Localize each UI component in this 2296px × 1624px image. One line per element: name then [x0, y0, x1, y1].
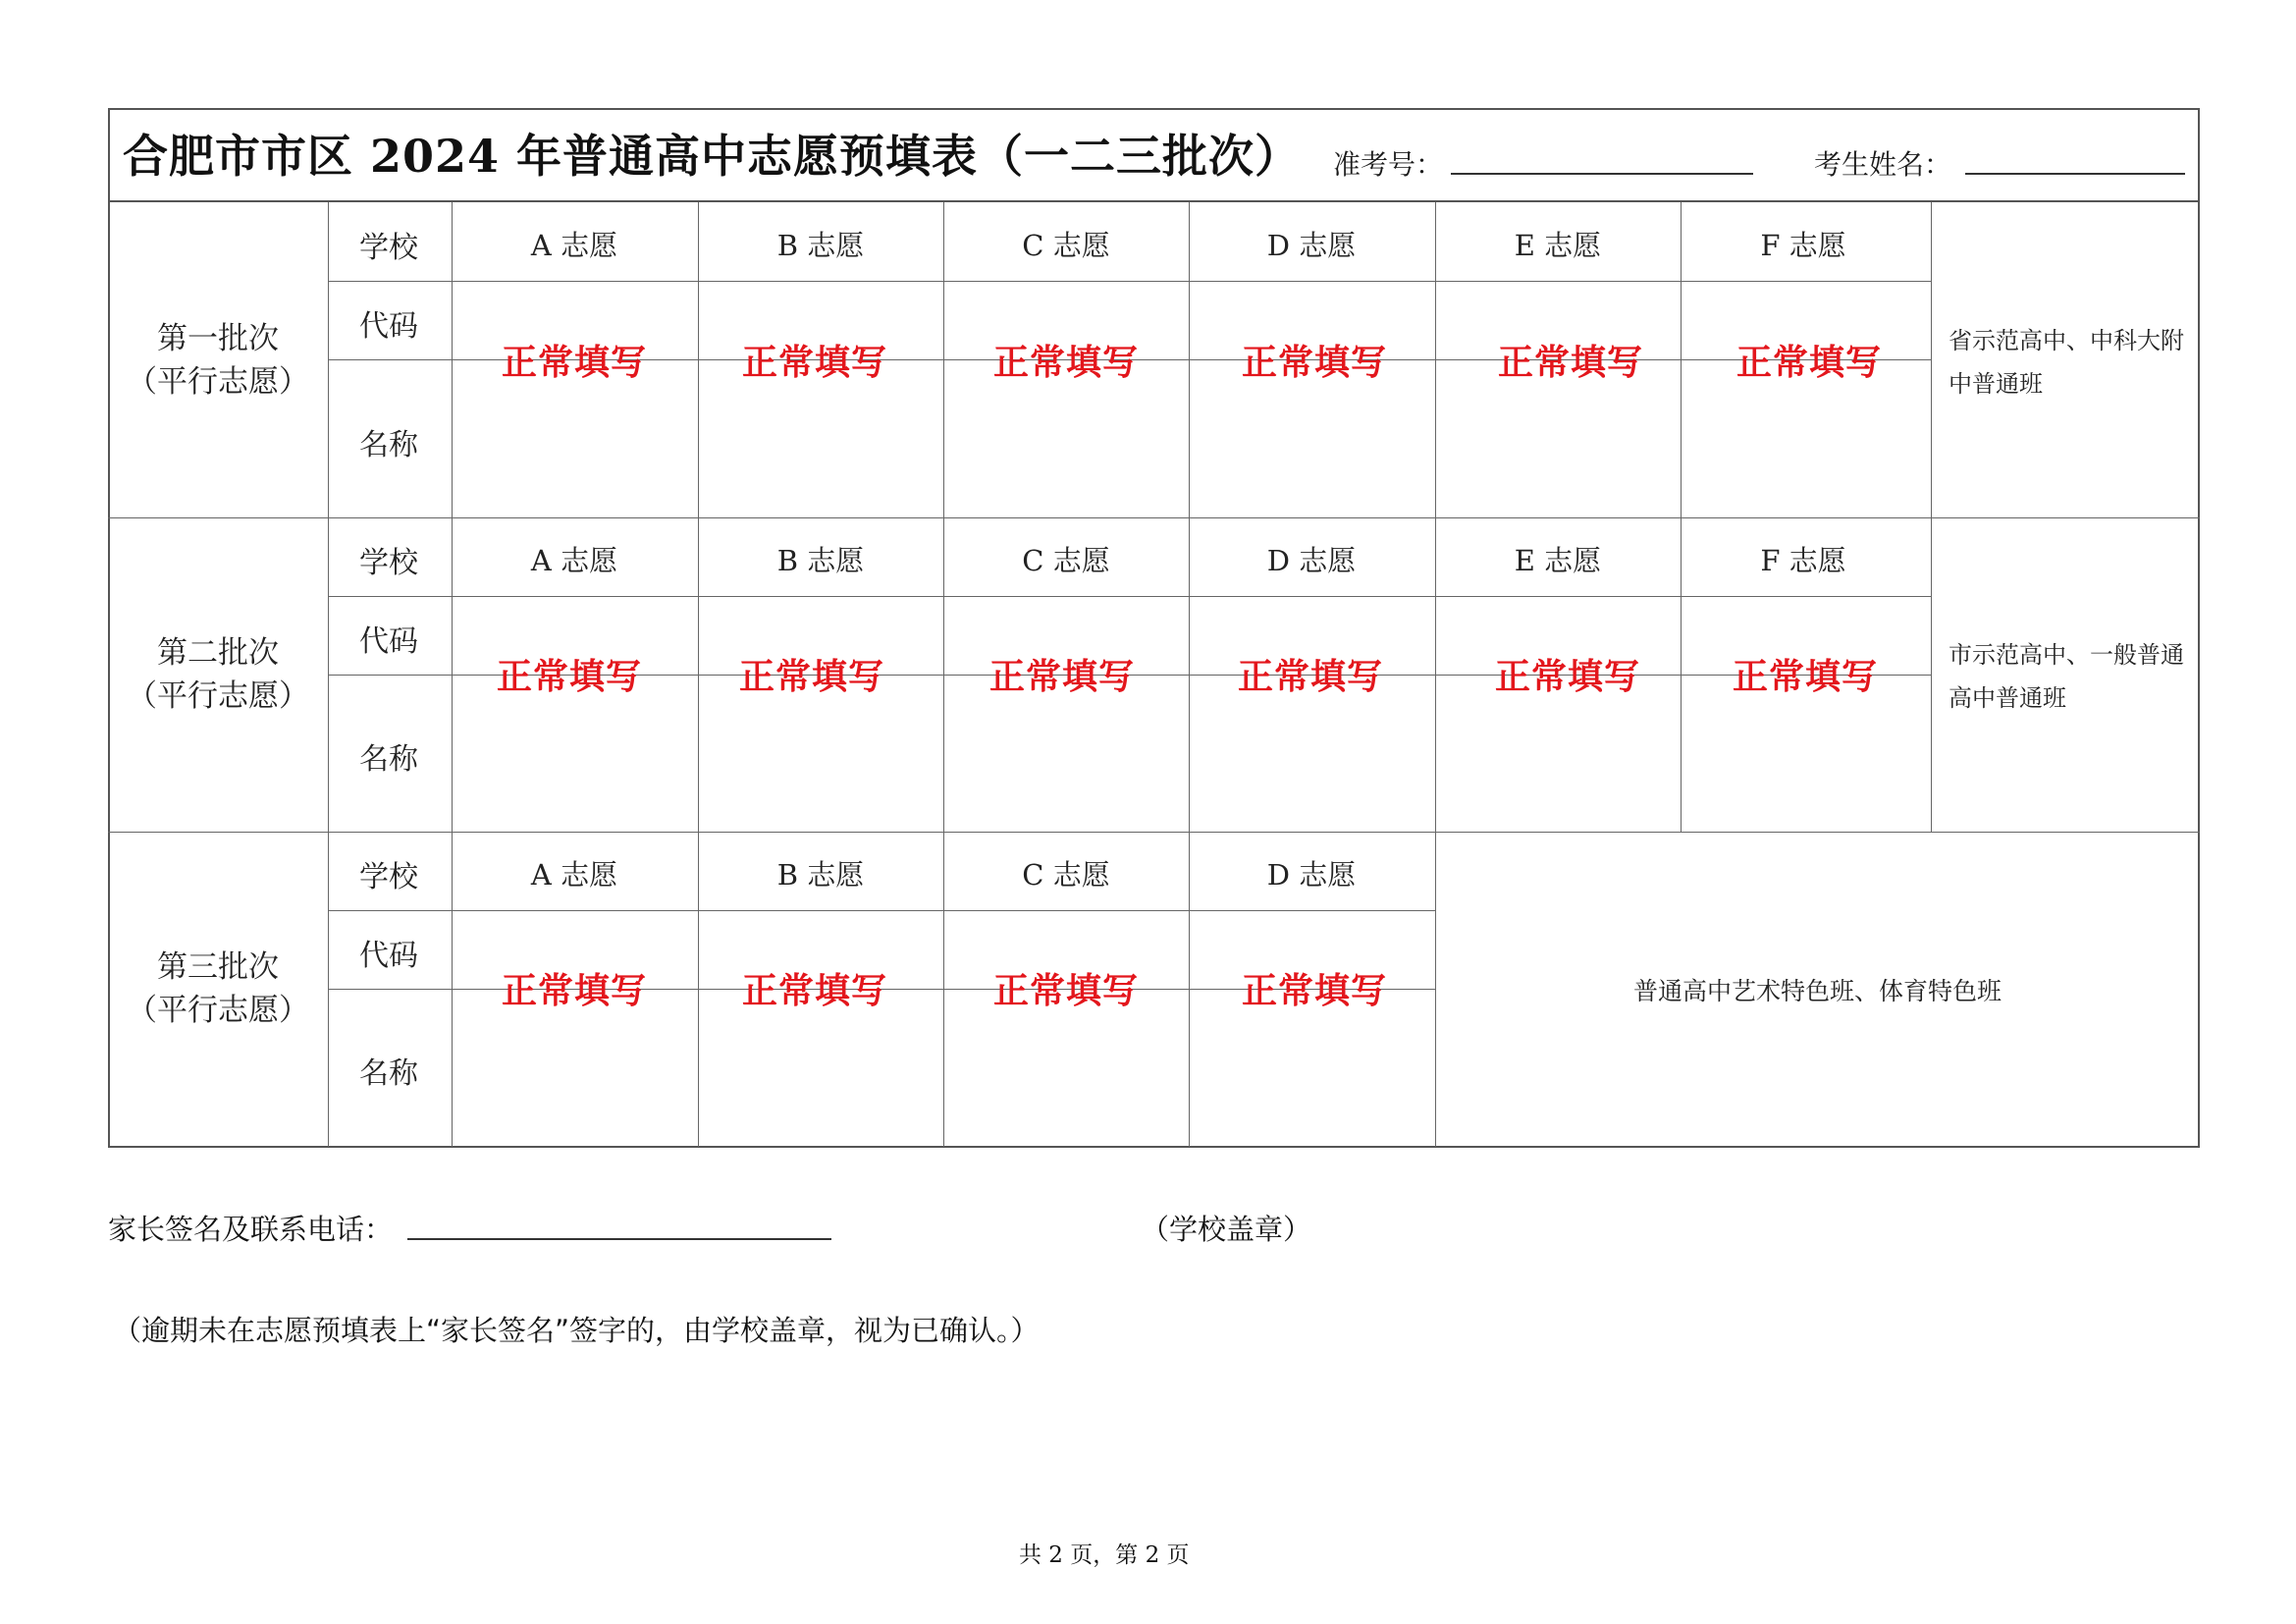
fill-hint-a[interactable]: 正常填写	[501, 971, 647, 1011]
batch-2-label: 第二批次 （平行志愿）	[127, 635, 309, 714]
exam-number-label: 准考号：	[1333, 148, 1444, 181]
school-stamp-label: （学校盖章）	[1141, 1213, 1312, 1246]
fill-hint-f[interactable]: 正常填写	[1732, 657, 1878, 697]
row-label-school: 学校	[359, 546, 418, 580]
fill-hint-f[interactable]: 正常填写	[1735, 343, 1882, 383]
fill-hint-c[interactable]: 正常填写	[992, 971, 1139, 1011]
pref-d-header: D 志愿	[1266, 858, 1357, 892]
student-name-field[interactable]	[1965, 173, 2185, 175]
row-label-school: 学校	[359, 860, 418, 894]
column-divider	[1931, 202, 1932, 832]
row-label-code: 代码	[359, 309, 418, 344]
form-title: 合肥市市区 2024 年普通高中志愿预填表（一二三批次）	[123, 130, 1302, 183]
fill-hint-e[interactable]: 正常填写	[1494, 657, 1640, 697]
fill-hint-c[interactable]: 正常填写	[988, 657, 1135, 697]
pref-f-header: F 志愿	[1760, 544, 1846, 577]
confirmation-notice: （逾期未在志愿预填表上“家长签名”签字的，由学校盖章，视为已确认。）	[113, 1314, 1040, 1347]
pref-b-header: B 志愿	[776, 544, 865, 577]
fill-hint-b[interactable]: 正常填写	[741, 971, 887, 1011]
pref-d-header: D 志愿	[1266, 229, 1357, 262]
pref-c-header: C 志愿	[1022, 544, 1110, 577]
batch-2-note: 市示范高中、一般普通高中普通班	[1949, 641, 2184, 712]
row-label-code: 代码	[359, 624, 418, 659]
fill-hint-a[interactable]: 正常填写	[501, 343, 647, 383]
fill-hint-b[interactable]: 正常填写	[741, 343, 887, 383]
pref-a-header: A 志愿	[530, 229, 618, 262]
fill-hint-e[interactable]: 正常填写	[1497, 343, 1643, 383]
page-indicator: 共 2 页，第 2 页	[1019, 1543, 1190, 1568]
fill-hint-c[interactable]: 正常填写	[992, 343, 1139, 383]
column-divider	[1681, 202, 1682, 832]
fill-hint-d[interactable]: 正常填写	[1241, 343, 1387, 383]
pref-f-header: F 志愿	[1760, 229, 1846, 262]
parent-signature-field[interactable]	[407, 1238, 831, 1240]
pref-a-header: A 志愿	[530, 544, 618, 577]
pref-b-header: B 志愿	[776, 229, 865, 262]
batch-3-note: 普通高中艺术特色班、体育特色班	[1632, 977, 2002, 1005]
row-divider	[328, 281, 1931, 282]
pref-c-header: C 志愿	[1022, 858, 1110, 892]
batch-3-label: 第三批次 （平行志愿）	[127, 949, 309, 1028]
batch-1-note: 省示范高中、中科大附中普通班	[1949, 327, 2184, 398]
parent-signature-label: 家长签名及联系电话：	[108, 1213, 394, 1246]
fill-hint-b[interactable]: 正常填写	[738, 657, 884, 697]
row-label-name: 名称	[359, 428, 418, 462]
row-label-name: 名称	[359, 742, 418, 777]
pref-e-header: E 志愿	[1514, 229, 1602, 262]
batch-1-label: 第一批次 （平行志愿）	[127, 321, 309, 400]
batch-divider	[108, 517, 2200, 518]
pref-c-header: C 志愿	[1022, 229, 1110, 262]
fill-hint-d[interactable]: 正常填写	[1237, 657, 1383, 697]
row-divider	[328, 910, 1435, 911]
row-label-school: 学校	[359, 231, 418, 265]
row-label-name: 名称	[359, 1056, 418, 1091]
fill-hint-a[interactable]: 正常填写	[496, 657, 642, 697]
row-divider	[328, 596, 1931, 597]
pref-e-header: E 志愿	[1514, 544, 1602, 577]
row-label-code: 代码	[359, 939, 418, 973]
student-name-label: 考生姓名：	[1814, 148, 1952, 181]
fill-hint-d[interactable]: 正常填写	[1241, 971, 1387, 1011]
pref-a-header: A 志愿	[530, 858, 618, 892]
pref-d-header: D 志愿	[1266, 544, 1357, 577]
batch-divider	[108, 832, 2200, 833]
pref-b-header: B 志愿	[776, 858, 865, 892]
exam-number-field[interactable]	[1451, 173, 1753, 175]
